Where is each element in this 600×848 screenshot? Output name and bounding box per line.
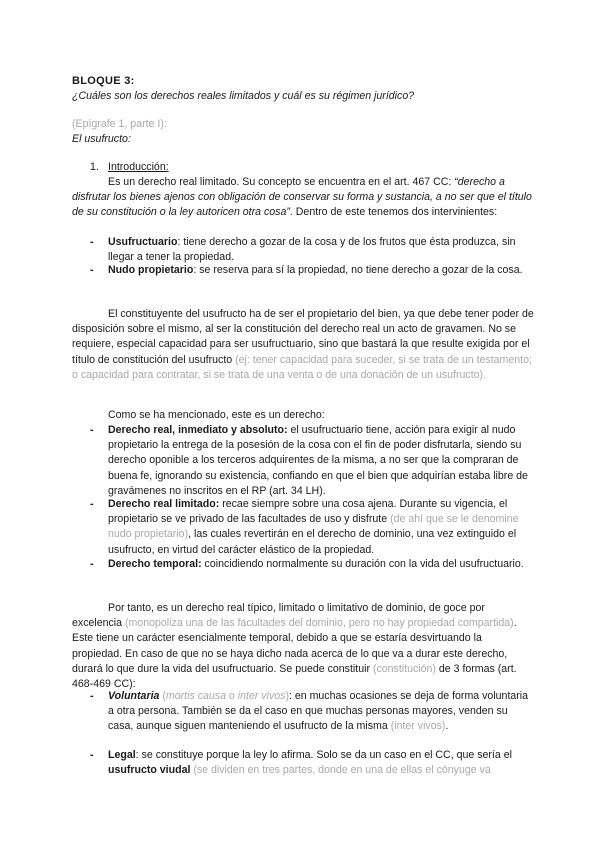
term-definition: coincidiendo normalmente su duración con la vida del usufructuario. <box>201 558 524 570</box>
list-item <box>90 235 530 265</box>
term-derecho-real-limitado: Derecho real limitado: <box>108 498 220 510</box>
intro-heading-row <box>90 160 530 175</box>
term-legal: Legal <box>108 749 136 761</box>
list-item <box>90 423 530 499</box>
intro-heading: Introducción: <box>108 161 169 173</box>
paren-close: ) <box>285 690 289 702</box>
term-note: (se dividen en tres partes, donde en una de ellas el cónyuge va <box>190 764 491 777</box>
bullet-dash: - <box>90 264 94 276</box>
mortis-causa: mortis causa <box>165 690 226 702</box>
term-definition: : se reserva para sí la propiedad, no tiene derecho a gozar de la cosa. <box>193 264 523 276</box>
list-item <box>90 689 530 735</box>
term-definition: : tiene derecho a gozar de la cosa y de los frutos que ésta produzca, sin llegar a tener la propiedad. <box>108 236 516 264</box>
list-item <box>90 497 530 558</box>
list-number: 1. <box>90 161 99 173</box>
list-item <box>90 263 530 278</box>
derecho-lead: Como se ha mencionado, este es un derecho: <box>108 409 325 421</box>
term-note: (de ahí que se le denomine nudo propietario) <box>108 513 519 541</box>
list-item <box>90 748 530 778</box>
intro-text-b: . Dentro de este tenemos dos intervinientes: <box>289 206 498 219</box>
term-usufructo-viudal: usufructo viudal <box>108 764 191 777</box>
term-note: (inter vivos) <box>390 720 446 733</box>
bullet-dash: - <box>90 236 94 248</box>
intro-paragraph <box>72 175 534 221</box>
term-nudo-propietario: Nudo propietario <box>108 264 194 276</box>
portanto-paragraph <box>72 601 534 692</box>
bullet-dash: - <box>90 690 94 702</box>
block-title: BLOQUE 3: <box>72 75 135 87</box>
term-definition-cont: , las cuales revertirán en el derecho de dominio, una vez extinguido el usufructo, en virtud del carácter elástico de la propiedad. <box>108 528 517 556</box>
portanto-text-1: Por tanto, es un derecho real típico, limitado o limitativo de dominio, de goce por excelencia <box>72 602 485 630</box>
term-definition: : en muchas ocasiones se deja de forma voluntaria a otra persona. También se da el caso en que muchas personas mayores, venden su casa, aunque siguen manteniendo el usufructo de la misma <box>108 690 529 733</box>
constituyente-paragraph <box>72 307 534 383</box>
term-voluntaria: Voluntaria <box>108 690 160 702</box>
term-derecho-temporal: Derecho temporal: <box>108 558 202 570</box>
block-question: ¿Cuáles son los derechos reales limitados y cuál es su régimen jurídico? <box>72 90 415 102</box>
term-definition: el usufructuario tiene, acción para exigir al nudo propietario la entrega de la posesión de la cosa con el fin de poder disfrutarla, siendo su derecho oponible a los terceros adquirentes de la misma, a no ser que la compraran de buena fe, ignorando su existencia, confiando en que el bien que adquirían estaba libre de gravámenes no inscritos en el RP (art. 34 LH). <box>108 424 528 497</box>
term-definition: recae siempre sobre una cosa ajena. Durante su vigencia, el propietario se ve privado de las facultades de uso y disfrute <box>108 498 508 526</box>
bullet-dash: - <box>90 424 94 436</box>
constituyente-text: El constituyente del usufructo ha de ser el propietario del bien, ya que debe tener poder de disposición sobre el mismo, al ser la constitución del derecho real un acto de gravamen. No se requiere, especial capacidad para ser usufructuario, sino que bastará la que resulte exigida por el título de constitución del usufructo <box>72 308 534 366</box>
inter-vivos: inter vivos <box>237 690 286 702</box>
bullet-dash: - <box>90 558 94 570</box>
bullet-dash: - <box>90 498 94 510</box>
intro-text-a: Es un derecho real limitado. Su concepto se encuentra en el art. 467 CC: <box>108 176 455 188</box>
list-item <box>90 557 530 572</box>
portanto-note-2: (constitución) <box>372 662 436 675</box>
portanto-text-2: . Este tiene un carácter esencialmente temporal, debido a que se estaría desvirtuando la propiedad. En caso de que no se haya dicho nada acerca de lo que va a durar este derecho, durará lo que dure la vida del usufructuario. Se puede constituir <box>72 617 517 675</box>
term-usufructuario: Usufructuario <box>108 236 178 248</box>
term-derecho-real-inmediato: Derecho real, inmediato y absoluto: <box>108 424 288 436</box>
intro-quote: “derecho a disfrutar los bienes ajenos con obligación de conservar su forma y sustancia, a no ser que el título de su constitución o la ley autoricen otra cosa” <box>72 176 532 219</box>
period: . <box>445 720 449 733</box>
paren-open: ( <box>159 690 166 702</box>
portanto-note-1: (monopoliza una de las facultades del dominio, pero no hay propiedad compartida) <box>125 617 514 630</box>
epigrafe-label: (Epígrafe 1, parte I): <box>72 118 167 130</box>
conjunction-o: o <box>225 690 238 702</box>
term-definition: : se constituye porque la ley lo afirma. Solo se da un caso en el CC, que sería el <box>135 749 512 761</box>
portanto-text-3: de 3 formas (art. 468-469 CC): <box>72 662 517 691</box>
bullet-dash: - <box>90 749 94 761</box>
constituyente-note: (ej: tener capacidad para suceder, si se trata de un testamento; o capacidad para contratar, si se trata de una venta o de una donación de un usufructo). <box>72 353 532 381</box>
section-title: El usufructo: <box>72 133 131 145</box>
